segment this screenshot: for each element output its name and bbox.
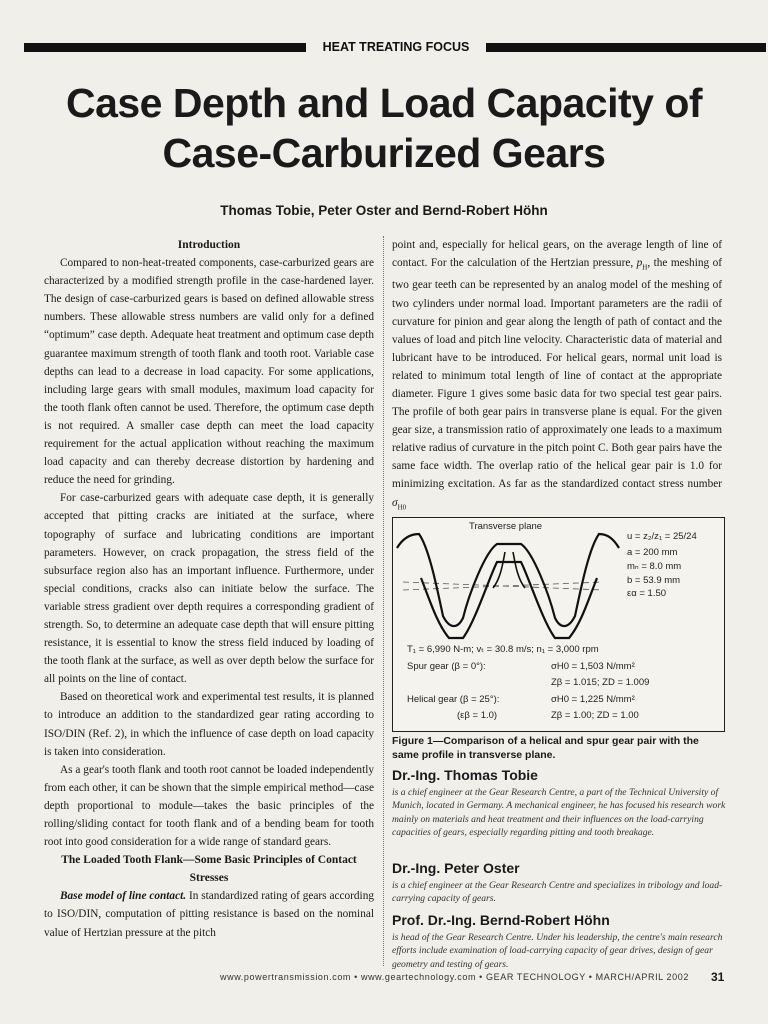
- spur-gear-label: Spur gear (β = 0°):: [407, 661, 486, 672]
- banner-bar-left: [24, 43, 306, 52]
- figure-1: [392, 517, 725, 732]
- subscript: H: [642, 263, 648, 272]
- left-column: [44, 236, 374, 942]
- spur-gear-factors: Zβ = 1.015; ZD = 1.009: [551, 677, 650, 688]
- heading-loaded-tooth-flank: The Loaded Tooth Flank—Some Basic Principles of Contact Stresses: [61, 854, 357, 885]
- run-in-heading: Base model of line contact.: [60, 890, 187, 903]
- param-module: mₙ = 8.0 mm: [627, 561, 682, 572]
- param-face-width: b = 53.9 mm: [627, 575, 681, 586]
- bio-name-oster: Dr.-Ing. Peter Oster: [392, 860, 520, 876]
- article-title: [0, 78, 768, 178]
- heading-introduction: Introduction: [177, 239, 241, 251]
- bio-name-tobie: Dr.-Ing. Thomas Tobie: [392, 767, 538, 783]
- helical-gear-stress: σH0 = 1,225 N/mm²: [551, 694, 635, 705]
- symbol: σ: [392, 496, 398, 509]
- paragraph: Based on theoretical work and experimental test results, it is planned to introduce an addition to the standardized gear rating according to ISO/DIN (Ref. 2), in which the influence of case depth on load capacity is taken into consideration.: [44, 691, 374, 758]
- right-column: [392, 236, 722, 516]
- paragraph-text: In standardized rating of gears according to ISO/DIN, computation of pitting resistance is based on the nominal value of Hertzian pressure at the pitch: [44, 890, 374, 939]
- param-contact-ratio: εα = 1.50: [627, 588, 667, 599]
- helical-overlap-ratio: (εβ = 1.0): [457, 710, 498, 721]
- transverse-plane-label: Transverse plane: [469, 521, 543, 532]
- title-line-1: Case Depth and Load Capacity of: [65, 80, 703, 126]
- section-banner: [24, 40, 766, 54]
- symbol: p: [636, 257, 643, 270]
- title-line-2: Case-Carburized Gears: [162, 130, 606, 176]
- paragraph-text: point and, especially for helical gears, on the average length of line of contact. For the calculation of the Hertzian pressure,: [392, 239, 722, 270]
- banner-bar-right: [486, 43, 766, 52]
- param-ratio: u = z₂/z₁ = 25/24: [627, 531, 697, 542]
- bio-text-oster: is a chief engineer at the Gear Research Centre and specializes in tribology and load-carrying capacity of gears.: [392, 880, 723, 905]
- helical-gear-factors: Zβ = 1.00; ZD = 1.00: [551, 710, 639, 721]
- paragraph: As a gear's tooth flank and tooth root cannot be loaded independently from each other, it can be shown that the simple empirical method—case depth proportional to module—takes the basic principles of the rolling/sliding contact for tooth flank and of a bending beam for tooth root into good consideration for a wide range of standard gears.: [44, 763, 374, 849]
- banner-label: HEAT TREATING FOCUS: [322, 40, 470, 54]
- subscript: H0: [397, 502, 407, 511]
- paragraph: [44, 887, 374, 941]
- bio-name-hohn: Prof. Dr.-Ing. Bernd-Robert Höhn: [392, 912, 610, 928]
- helical-gear-label: Helical gear (β = 25°):: [407, 694, 500, 705]
- paragraph: [392, 236, 722, 516]
- bio-text-tobie: is a chief engineer at the Gear Research Centre, a part of the Technical University of Munich, located in Germany. A mechanical engineer, he has focused his research work mainly on materials and heat treatment and their influences on the load-carrying capacities of gears, especially regarding pitting and tooth breakage.: [392, 787, 726, 838]
- figure-caption: Figure 1—Comparison of a helical and spur gear pair with the same profile in transverse plane.: [392, 735, 699, 761]
- column-divider: [383, 236, 384, 966]
- paragraph-text: , the meshing of two gear teeth can be represented by an analog model of the meshing of two cylinders under normal load. Important parameters are the radii of curvature for pinion and gear along the length of path of contact and the values of load and pitch line velocity. Characteristic data of material and lubricant have to be introduced. For helical gears, normal unit load is related to minimum total length of line of contact at the appropriate diameter. Figure 1 gives some basic data for two special test gear pairs. The profile of both gear pairs in transverse plane is equal. For the given gear size, a transmission ratio of approximately one leads to a maximum relative radius of curvature in the pitch point C. Both gear pairs have the same face width. The overlap ratio of the helical gear pair is 1.0 for minimizing excitation. As far as the standardized contact stress number: [392, 257, 722, 491]
- spur-gear-stress: σH0 = 1,503 N/mm²: [551, 661, 635, 672]
- bio-text-hohn: is head of the Gear Research Centre. Under his leadership, the centre's main research efforts include examination of load-carrying capacity of gear drives, design of gear geometry and testing of gears.: [392, 932, 723, 970]
- paragraph: For case-carburized gears with adequate case depth, it is generally accepted that pitting cracks are initiated at the surface, where topography of surface and lubricating conditions are important parameters. However, on crack propagation, the stress field of the subsurface region also has an important influence. Furthermore, under special conditions, cracks also can initiate below the surface. The variable stress gradient over depth requires a corresponding gradient of strength. So, to determine an adequate case depth that will ensure pitting resistance, it is essential to know the stress field induced by loading of the tooth flank at the surface, as well as over depth below the surface for all points on the line of contact.: [44, 492, 374, 686]
- page-footer: www.powertransmission.com • www.geartechnology.com • GEAR TECHNOLOGY • MARCH/APRIL 2002: [220, 972, 689, 982]
- load-conditions: T₁ = 6,990 N-m; vₜ = 30.8 m/s; n₁ = 3,000 rpm: [407, 644, 599, 655]
- param-center-distance: a = 200 mm: [627, 547, 678, 558]
- article-authors: Thomas Tobie, Peter Oster and Bernd-Robert Höhn: [220, 203, 548, 218]
- paragraph: Compared to non-heat-treated components, case-carburized gears are characterized by a modified strength profile in the case-hardened layer. The design of case-carburized gears is based on defined allowable stress numbers. These allowable stress numbers are valid only for a defined “optimum” case depth. Adequate heat treatment and optimum case depth guarantee maximum strength of tooth flank and tooth root. Variable case depths can lead to a decrease in load capacity. For some applications, including large gears with small modules, maximum load capacity for the tooth flank often cannot be used. Therefore, the optimum case depth is not required. A smaller case depth can meet the load capacity requirement for the actual application without reaching the maximum load capacity and can thereby decrease distortion by hardening and reduce the need for grinding.: [44, 257, 374, 487]
- page-number: 31: [711, 970, 725, 984]
